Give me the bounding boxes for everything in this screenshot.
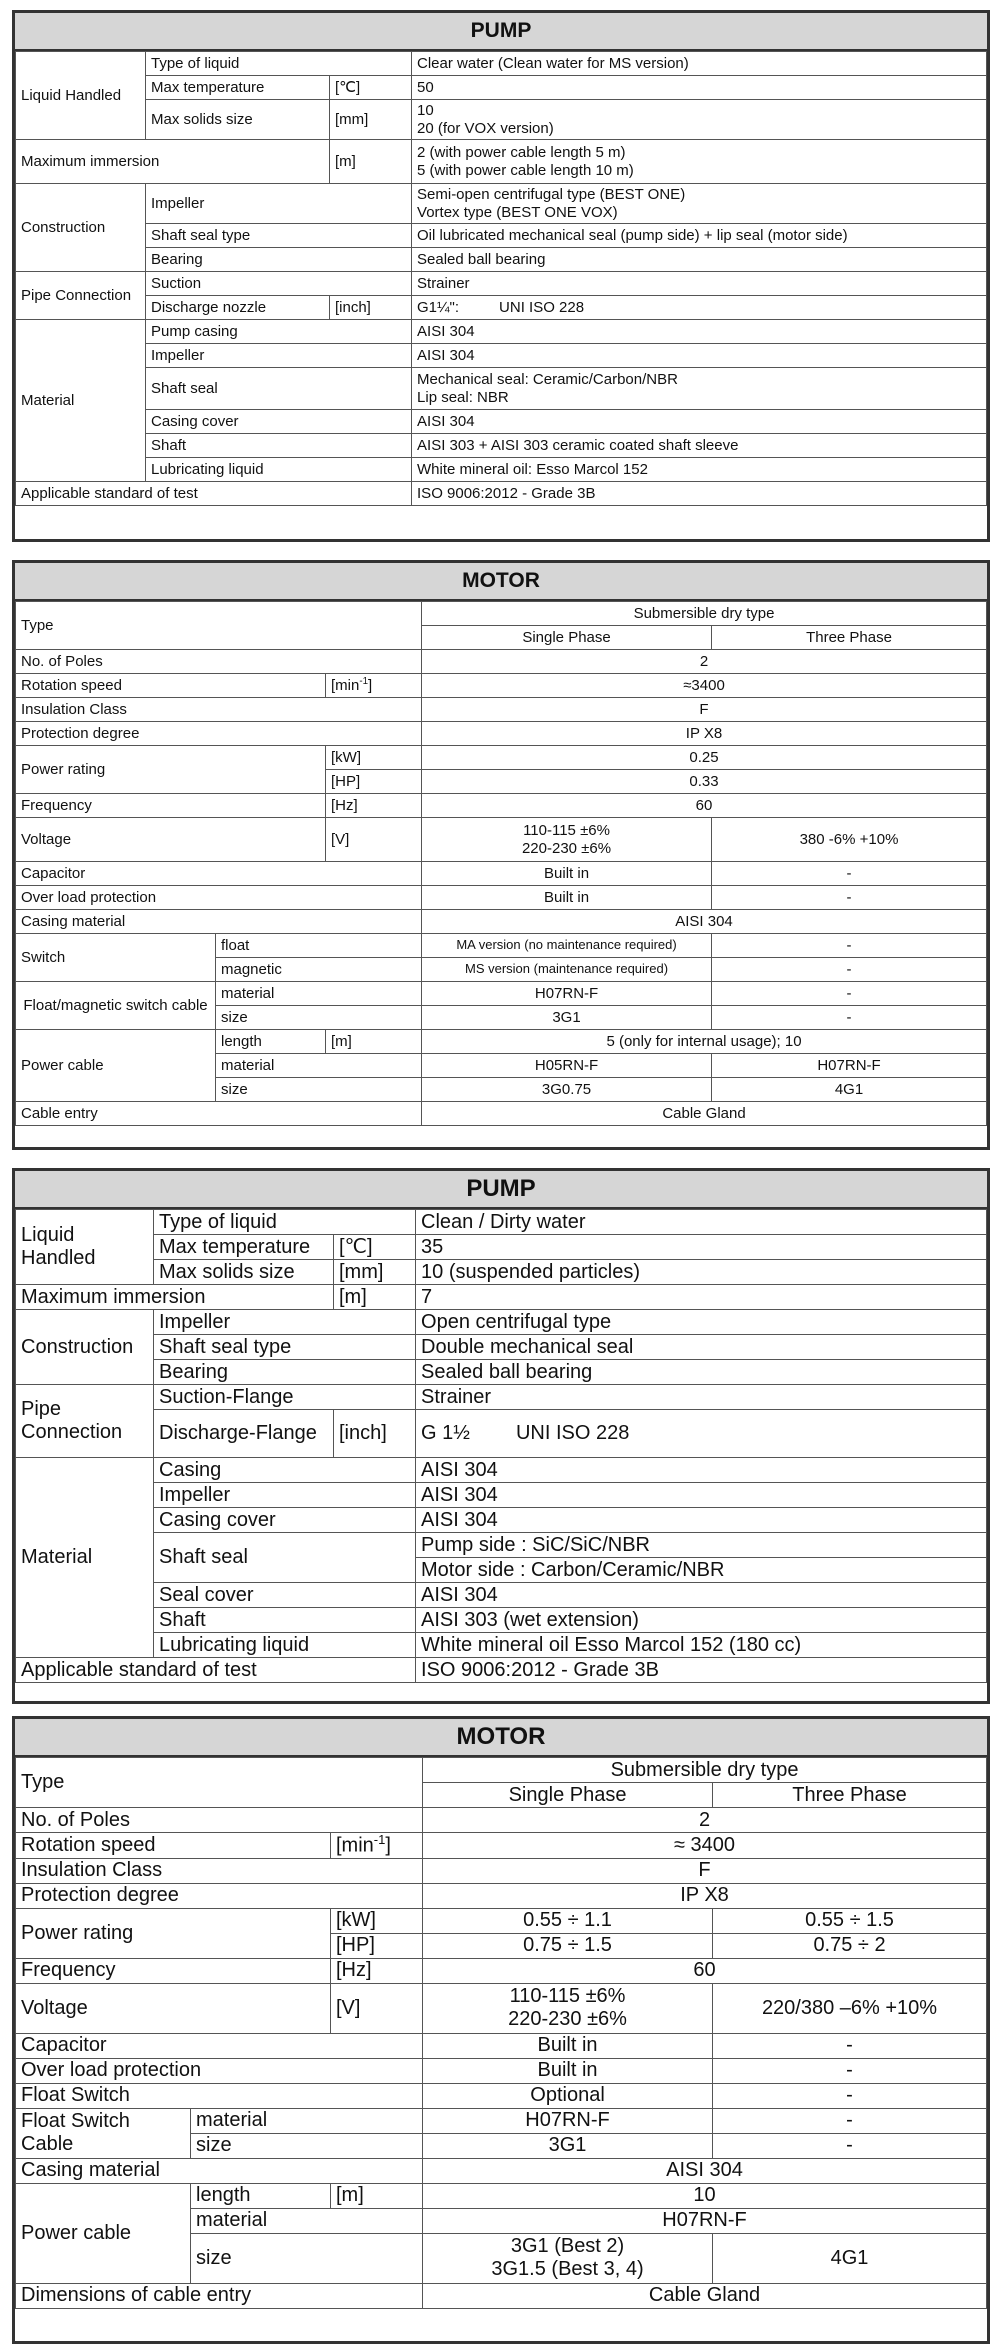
- frequency-value: 60: [423, 1958, 987, 1983]
- power-cable-size-single: 3G1 (Best 2) 3G1.5 (Best 3, 4): [423, 2233, 713, 2283]
- voltage-label: Voltage: [16, 1983, 331, 2033]
- cable-entry-label: Cable entry: [16, 1102, 422, 1126]
- voltage-single-value: 110-115 ±6% 220-230 ±6%: [423, 1983, 713, 2033]
- float-cable-label: Float/magnetic switch cable: [16, 982, 216, 1030]
- lubricating-liquid-value: White mineral oil Esso Marcol 152 (180 cc): [416, 1633, 987, 1658]
- voltage-label: Voltage: [16, 818, 326, 862]
- frequency-label: Frequency: [16, 1958, 331, 1983]
- power-cable-size-label: size: [216, 1078, 422, 1102]
- shaft-seal-label: Shaft seal: [154, 1533, 416, 1583]
- pump-spec-table-2: [12, 1168, 990, 1704]
- power-cable-length-unit: [m]: [326, 1030, 422, 1054]
- shaft-seal-type-label: Shaft seal type: [154, 1335, 416, 1360]
- shaft-value: AISI 303 (wet extension): [416, 1608, 987, 1633]
- power-cable-material-label: material: [216, 1054, 422, 1078]
- max-immersion-value: 7: [416, 1285, 987, 1310]
- applicable-standard-label: Applicable standard of test: [16, 1658, 416, 1683]
- power-hp-value: 0.33: [422, 770, 987, 794]
- voltage-three-value: 380 -6% +10%: [712, 818, 987, 862]
- shaft-seal-type-label: Shaft seal type: [146, 224, 412, 248]
- overload-single-value: Built in: [422, 886, 712, 910]
- overload-three-value: -: [713, 2058, 987, 2083]
- shaft-label: Shaft: [154, 1608, 416, 1633]
- max-temperature-label: Max temperature: [154, 1235, 334, 1260]
- poles-label: No. of Poles: [16, 1808, 423, 1833]
- shaft-seal-value: Mechanical seal: Ceramic/Carbon/NBR Lip seal: NBR: [412, 368, 987, 410]
- power-cable-length-value: 10: [423, 2183, 987, 2208]
- casing-material-value: AISI 304: [423, 2158, 987, 2183]
- float-cable-material-single: H07RN-F: [423, 2108, 713, 2133]
- power-cable-material-label: material: [191, 2208, 423, 2233]
- bearing-label: Bearing: [146, 248, 412, 272]
- discharge-nozzle-value: G1¼": UNI ISO 228: [412, 296, 987, 320]
- capacitor-single-value: Built in: [423, 2033, 713, 2058]
- float-cable-size-label: size: [216, 1006, 422, 1030]
- capacitor-three-value: -: [712, 862, 987, 886]
- float-cable-material-single: H07RN-F: [422, 982, 712, 1006]
- liquid-handled-label: Liquid Handled: [16, 1210, 154, 1285]
- float-switch-label: Float Switch: [16, 2083, 423, 2108]
- power-cable-length-label: length: [216, 1030, 326, 1054]
- power-rating-label: Power rating: [16, 1908, 331, 1958]
- seal-cover-label: Seal cover: [154, 1583, 416, 1608]
- casing-value: AISI 304: [416, 1458, 987, 1483]
- voltage-single-value: 110-115 ±6% 220-230 ±6%: [422, 818, 712, 862]
- float-cable-size-label: size: [191, 2133, 423, 2158]
- pump-casing-value: AISI 304: [412, 320, 987, 344]
- frequency-unit: [Hz]: [326, 794, 422, 818]
- discharge-nozzle-unit: [inch]: [330, 296, 412, 320]
- impeller-label: Impeller: [154, 1310, 416, 1335]
- rotation-speed-unit: $[\min^{-1}]$: [326, 674, 422, 698]
- power-cable-size-single: 3G0.75: [422, 1078, 712, 1102]
- power-cable-material-single: H05RN-F: [422, 1054, 712, 1078]
- applicable-standard-value: ISO 9006:2012 - Grade 3B: [412, 482, 987, 506]
- power-cable-material-value: H07RN-F: [423, 2208, 987, 2233]
- pipe-connection-label: Pipe Connection: [16, 272, 146, 320]
- casing-material-label: Casing material: [16, 910, 422, 934]
- float-cable-material-label: material: [216, 982, 422, 1006]
- poles-label: No. of Poles: [16, 650, 422, 674]
- type-of-liquid-label: Type of liquid: [146, 52, 412, 76]
- power-cable-length-label: length: [191, 2183, 331, 2208]
- casing-cover-value: AISI 304: [416, 1508, 987, 1533]
- power-kw-single: 0.55 ÷ 1.1: [423, 1908, 713, 1933]
- type-value: Submersible dry type: [423, 1758, 987, 1783]
- overload-three-value: -: [712, 886, 987, 910]
- casing-label: Casing: [154, 1458, 416, 1483]
- power-kw-value: 0.25: [422, 746, 987, 770]
- discharge-nozzle-label: Discharge nozzle: [146, 296, 330, 320]
- float-cable-size-single: 3G1: [422, 1006, 712, 1030]
- shaft-value: AISI 303 + AISI 303 ceramic coated shaft sleeve: [412, 434, 987, 458]
- overload-single-value: Built in: [423, 2058, 713, 2083]
- motor-spec-table-1: [12, 560, 990, 1150]
- seal-cover-value: AISI 304: [416, 1583, 987, 1608]
- frequency-label: Frequency: [16, 794, 326, 818]
- switch-float-label: float: [216, 934, 422, 958]
- max-temperature-unit: [℃]: [330, 76, 412, 100]
- three-phase-header: Three Phase: [712, 626, 987, 650]
- capacitor-three-value: -: [713, 2033, 987, 2058]
- max-solids-label: Max solids size: [154, 1260, 334, 1285]
- casing-cover-value: AISI 304: [412, 410, 987, 434]
- power-hp-unit: [HP]: [331, 1933, 423, 1958]
- float-cable-size-single: 3G1: [423, 2133, 713, 2158]
- float-cable-size-three: -: [712, 1006, 987, 1030]
- max-temperature-unit: [℃]: [334, 1235, 416, 1260]
- rotation-speed-label: Rotation speed: [16, 1833, 331, 1859]
- protection-degree-label: Protection degree: [16, 722, 422, 746]
- float-cable-material-three: -: [712, 982, 987, 1006]
- capacitor-label: Capacitor: [16, 862, 422, 886]
- frequency-unit: [Hz]: [331, 1958, 423, 1983]
- max-solids-value: 10 (suspended particles): [416, 1260, 987, 1285]
- switch-magnetic-label: magnetic: [216, 958, 422, 982]
- shaft-seal-pump-value: Pump side : SiC/SiC/NBR: [416, 1533, 987, 1558]
- discharge-flange-unit: [inch]: [334, 1410, 416, 1458]
- max-solids-unit: [mm]: [334, 1260, 416, 1285]
- motor-title: MOTOR: [15, 1719, 987, 1757]
- voltage-three-value: 220/380 –6% +10%: [713, 1983, 987, 2033]
- pipe-connection-label: Pipe Connection: [16, 1385, 154, 1458]
- power-kw-unit: [kW]: [326, 746, 422, 770]
- applicable-standard-label: Applicable standard of test: [16, 482, 412, 506]
- rotation-speed-label: Rotation speed: [16, 674, 326, 698]
- float-cable-size-three: -: [713, 2133, 987, 2158]
- power-cable-length-unit: [m]: [331, 2183, 423, 2208]
- shaft-label: Shaft: [146, 434, 412, 458]
- switch-magnetic-three-value: -: [712, 958, 987, 982]
- voltage-unit: [V]: [326, 818, 422, 862]
- suction-flange-value: Strainer: [416, 1385, 987, 1410]
- power-cable-label: Power cable: [16, 1030, 216, 1102]
- overload-label: Over load protection: [16, 2058, 423, 2083]
- float-cable-material-three: -: [713, 2108, 987, 2133]
- shaft-seal-type-value: Double mechanical seal: [416, 1335, 987, 1360]
- cable-entry-value: Cable Gland: [422, 1102, 987, 1126]
- liquid-handled-label: Liquid Handled: [16, 52, 146, 140]
- power-cable-label: Power cable: [16, 2183, 191, 2283]
- cable-entry-value: Cable Gland: [423, 2283, 987, 2308]
- material-label: Material: [16, 320, 146, 482]
- power-rating-label: Power rating: [16, 746, 326, 794]
- max-temperature-value: 50: [412, 76, 987, 100]
- pump-title: PUMP: [15, 13, 987, 51]
- switch-label: Switch: [16, 934, 216, 982]
- lubricating-liquid-label: Lubricating liquid: [146, 458, 412, 482]
- protection-degree-value: IP X8: [423, 1883, 987, 1908]
- insulation-class-value: F: [423, 1858, 987, 1883]
- max-solids-value: 10 20 (for VOX version): [412, 100, 987, 140]
- applicable-standard-value: ISO 9006:2012 - Grade 3B: [416, 1658, 987, 1683]
- power-kw-three: 0.55 ÷ 1.5: [713, 1908, 987, 1933]
- float-switch-three-value: -: [713, 2083, 987, 2108]
- rotation-speed-value: ≈ 3400: [423, 1833, 987, 1859]
- poles-value: 2: [423, 1808, 987, 1833]
- impeller-material-label: Impeller: [146, 344, 412, 368]
- max-solids-label: Max solids size: [146, 100, 330, 140]
- power-hp-unit: [HP]: [326, 770, 422, 794]
- bearing-value: Sealed ball bearing: [412, 248, 987, 272]
- impeller-value: Semi-open centrifugal type (BEST ONE) Vortex type (BEST ONE VOX): [412, 184, 987, 224]
- impeller-value: Open centrifugal type: [416, 1310, 987, 1335]
- insulation-class-label: Insulation Class: [16, 1858, 423, 1883]
- max-immersion-label: Maximum immersion: [16, 140, 330, 184]
- switch-magnetic-single-value: MS version (maintenance required): [422, 958, 712, 982]
- float-cable-label: Float Switch Cable: [16, 2108, 191, 2158]
- max-immersion-value: 2 (with power cable length 5 m) 5 (with power cable length 10 m): [412, 140, 987, 184]
- suction-label: Suction: [146, 272, 412, 296]
- switch-float-single-value: MA version (no maintenance required): [422, 934, 712, 958]
- capacitor-label: Capacitor: [16, 2033, 423, 2058]
- max-immersion-unit: [m]: [334, 1285, 416, 1310]
- voltage-unit: [V]: [331, 1983, 423, 2033]
- cable-entry-label: Dimensions of cable entry: [16, 2283, 423, 2308]
- max-solids-unit: [mm]: [330, 100, 412, 140]
- impeller-label: Impeller: [146, 184, 412, 224]
- shaft-seal-label: Shaft seal: [146, 368, 412, 410]
- discharge-flange-label: Discharge-Flange: [154, 1410, 334, 1458]
- frequency-value: 60: [422, 794, 987, 818]
- max-temperature-label: Max temperature: [146, 76, 330, 100]
- three-phase-header: Three Phase: [713, 1783, 987, 1808]
- impeller-material-label: Impeller: [154, 1483, 416, 1508]
- power-cable-length-value: 5 (only for internal usage); 10: [422, 1030, 987, 1054]
- power-hp-three: 0.75 ÷ 2: [713, 1933, 987, 1958]
- power-kw-unit: [kW]: [331, 1908, 423, 1933]
- type-of-liquid-value: Clear water (Clean water for MS version): [412, 52, 987, 76]
- rotation-speed-value: ≈3400: [422, 674, 987, 698]
- single-phase-header: Single Phase: [423, 1783, 713, 1808]
- type-label: Type: [16, 602, 422, 650]
- impeller-material-value: AISI 304: [412, 344, 987, 368]
- float-cable-material-label: material: [191, 2108, 423, 2133]
- pump-spec-table-1: [12, 10, 990, 542]
- type-value: Submersible dry type: [422, 602, 987, 626]
- suction-flange-label: Suction-Flange: [154, 1385, 416, 1410]
- suction-value: Strainer: [412, 272, 987, 296]
- power-cable-size-three: 4G1: [713, 2233, 987, 2283]
- casing-material-label: Casing material: [16, 2158, 423, 2183]
- bearing-label: Bearing: [154, 1360, 416, 1385]
- type-label: Type: [16, 1758, 423, 1808]
- motor-spec-table-2: [12, 1716, 990, 2344]
- pump-title: PUMP: [15, 1171, 987, 1209]
- protection-degree-label: Protection degree: [16, 1883, 423, 1908]
- insulation-class-value: F: [422, 698, 987, 722]
- type-of-liquid-label: Type of liquid: [154, 1210, 416, 1235]
- max-immersion-label: Maximum immersion: [16, 1285, 334, 1310]
- shaft-seal-motor-value: Motor side : Carbon/Ceramic/NBR: [416, 1558, 987, 1583]
- type-of-liquid-value: Clean / Dirty water: [416, 1210, 987, 1235]
- construction-label: Construction: [16, 184, 146, 272]
- lubricating-liquid-label: Lubricating liquid: [154, 1633, 416, 1658]
- protection-degree-value: IP X8: [422, 722, 987, 746]
- switch-float-three-value: -: [712, 934, 987, 958]
- overload-label: Over load protection: [16, 886, 422, 910]
- poles-value: 2: [422, 650, 987, 674]
- casing-cover-label: Casing cover: [146, 410, 412, 434]
- lubricating-liquid-value: White mineral oil: Esso Marcol 152: [412, 458, 987, 482]
- casing-cover-label: Casing cover: [154, 1508, 416, 1533]
- capacitor-single-value: Built in: [422, 862, 712, 886]
- bearing-value: Sealed ball bearing: [416, 1360, 987, 1385]
- pump-casing-label: Pump casing: [146, 320, 412, 344]
- max-temperature-value: 35: [416, 1235, 987, 1260]
- power-cable-material-three: H07RN-F: [712, 1054, 987, 1078]
- motor-title: MOTOR: [15, 563, 987, 601]
- rotation-speed-unit: $[\min^{-1}]$: [331, 1833, 423, 1859]
- power-hp-single: 0.75 ÷ 1.5: [423, 1933, 713, 1958]
- construction-label: Construction: [16, 1310, 154, 1385]
- insulation-class-label: Insulation Class: [16, 698, 422, 722]
- power-cable-size-three: 4G1: [712, 1078, 987, 1102]
- material-label: Material: [16, 1458, 154, 1658]
- max-immersion-unit: [m]: [330, 140, 412, 184]
- impeller-material-value: AISI 304: [416, 1483, 987, 1508]
- shaft-seal-type-value: Oil lubricated mechanical seal (pump side) + lip seal (motor side): [412, 224, 987, 248]
- discharge-flange-value: G 1½ UNI ISO 228: [416, 1410, 987, 1458]
- power-cable-size-label: size: [191, 2233, 423, 2283]
- casing-material-value: AISI 304: [422, 910, 987, 934]
- single-phase-header: Single Phase: [422, 626, 712, 650]
- float-switch-single-value: Optional: [423, 2083, 713, 2108]
